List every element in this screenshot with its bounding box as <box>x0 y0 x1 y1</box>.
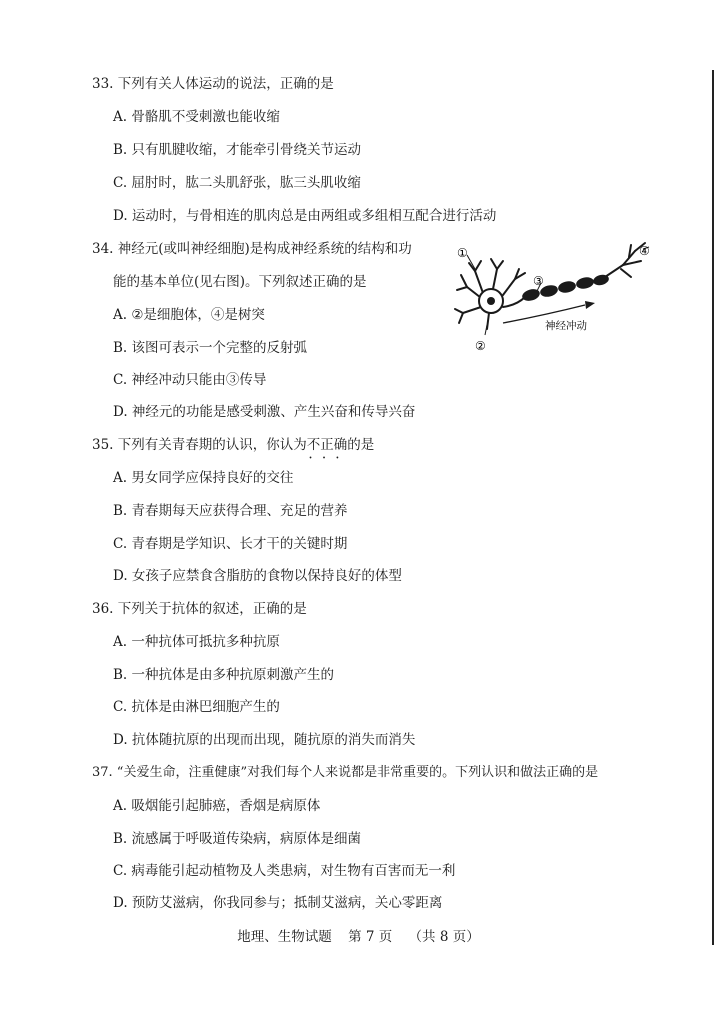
question-35-stem-pre: 35. 下列有关青春期的认识，你认为 <box>92 437 307 453</box>
question-35-stem-emphasis: 不正确 • • • <box>307 437 348 453</box>
neuron-label-1: ① <box>457 246 468 260</box>
question-34-option-b: B. 该图可表示一个完整的反射弧 <box>113 340 308 356</box>
question-34-option-c: C. 神经冲动只能由③传导 <box>113 372 267 388</box>
question-35-option-a: A. 男女同学应保持良好的交往 <box>113 470 294 486</box>
question-36-option-a: A. 一种抗体可抵抗多种抗原 <box>113 634 280 650</box>
footer-total-pages: （共 8 页） <box>408 929 480 945</box>
question-33-option-d: D. 运动时，与骨相连的肌肉总是由两组或多组相互配合进行活动 <box>113 208 497 224</box>
neuron-label-4: ④ <box>639 244 650 258</box>
neuron-label-2: ② <box>475 339 486 353</box>
question-33-option-b: B. 只有肌腱收缩，才能牵引骨绕关节运动 <box>113 142 362 158</box>
nerve-impulse-label: 神经冲动 <box>545 320 587 332</box>
question-35-option-d: D. 女孩子应禁食含脂肪的食物以保持良好的体型 <box>113 568 402 584</box>
question-37-option-a: A. 吸烟能引起肺癌，香烟是病原体 <box>113 798 321 814</box>
page-border <box>712 70 714 945</box>
question-36-option-b: B. 一种抗体是由多种抗原刺激产生的 <box>113 667 335 683</box>
page-footer <box>0 925 717 945</box>
question-36-option-d: D. 抗体随抗原的出现而出现，随抗原的消失而消失 <box>113 732 416 748</box>
question-33-stem: 33. 下列有关人体运动的说法，正确的是 <box>92 76 334 92</box>
question-35-option-c: C. 青春期是学知识、长才干的关键时期 <box>113 536 348 552</box>
question-36-option-c: C. 抗体是由淋巴细胞产生的 <box>113 699 280 715</box>
question-35-stem <box>92 436 374 454</box>
question-34-stem-line1: 34. 神经元(或叫神经细胞)是构成神经系统的结构和功 <box>92 241 412 257</box>
footer-page-number: 第 7 页 <box>348 929 393 945</box>
question-33-option-a: A. 骨骼肌不受刺激也能收缩 <box>113 109 280 125</box>
question-37-option-d: D. 预防艾滋病，你我同参与；抵制艾滋病，关心零距离 <box>113 895 443 911</box>
question-34-option-d: D. 神经元的功能是感受刺激、产生兴奋和传导兴奋 <box>113 404 416 420</box>
question-36-stem: 36. 下列关于抗体的叙述，正确的是 <box>92 601 307 617</box>
question-35-stem-post: 的是 <box>347 437 375 453</box>
neuron-figure <box>445 235 665 360</box>
footer-subject: 地理、生物试题 <box>237 929 332 945</box>
question-37-option-b: B. 流感属于呼吸道传染病，病原体是细菌 <box>113 831 362 847</box>
neuron-label-3: ③ <box>533 274 544 288</box>
question-35-option-b: B. 青春期每天应获得合理、充足的营养 <box>113 503 348 519</box>
question-33-option-c: C. 屈肘时，肱二头肌舒张，肱三头肌收缩 <box>113 175 361 191</box>
question-37-stem: 37. “关爱生命，注重健康”对我们每个人来说都是非常重要的。下列认识和做法正确的是 <box>92 765 599 780</box>
question-34-stem-line2: 能的基本单位(见右图)。下列叙述正确的是 <box>113 274 367 290</box>
question-37-option-c: C. 病毒能引起动植物及人类患病，对生物有百害而无一利 <box>113 863 456 879</box>
question-34-option-a: A. ②是细胞体，④是树突 <box>113 307 265 323</box>
